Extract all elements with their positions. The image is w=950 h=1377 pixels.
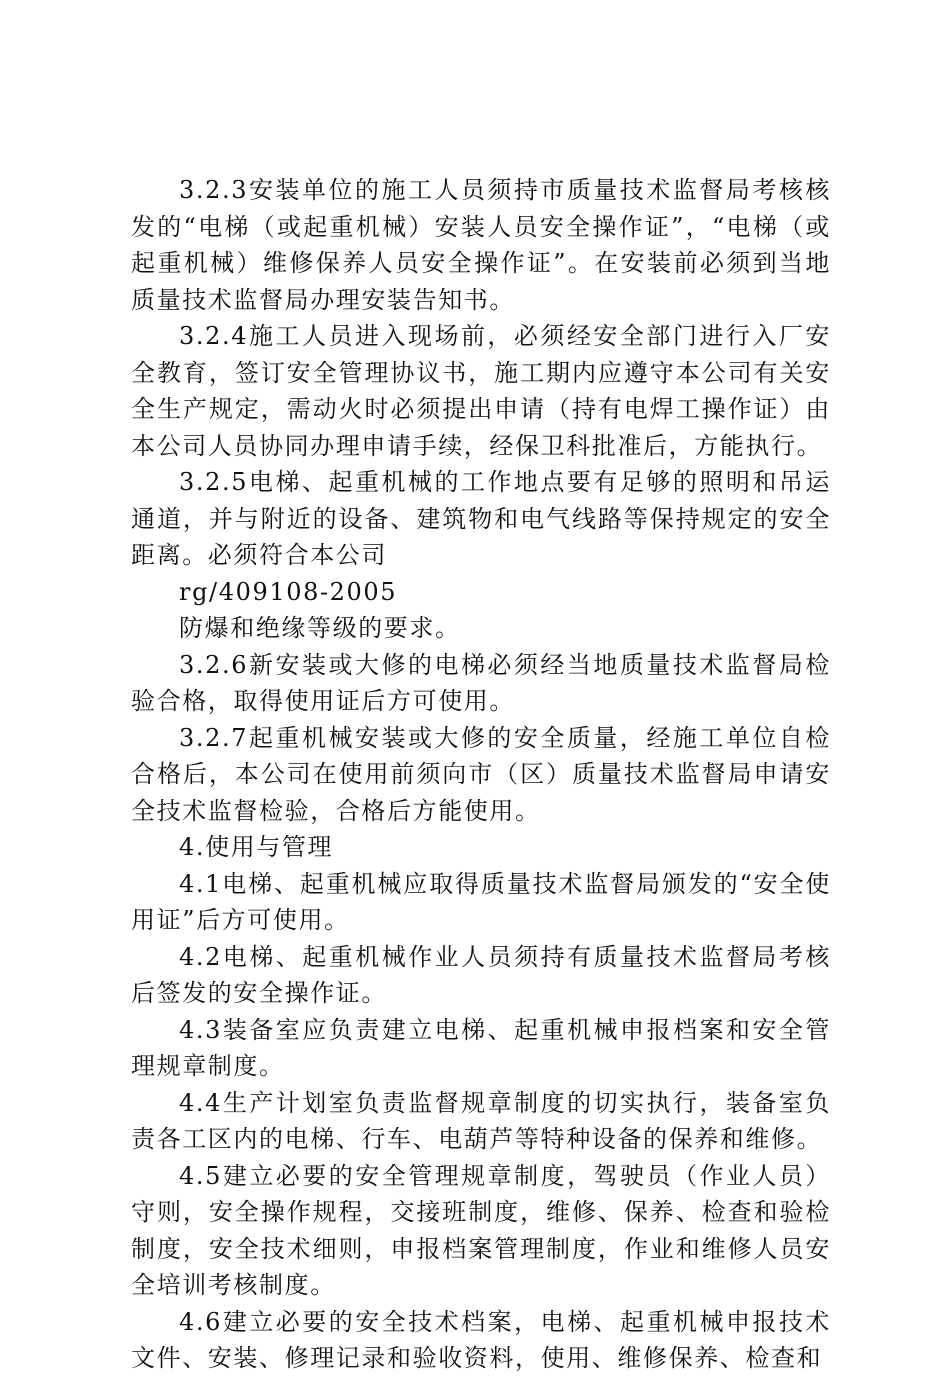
standard-reference-line: rg/409108-2005: [179, 577, 398, 606]
paragraph-continuation: 防爆和绝缘等级的要求。: [179, 614, 461, 642]
document-body: [131, 172, 831, 1377]
section-heading-4: 4.使用与管理: [179, 833, 334, 861]
paragraph-4-5: 4.5建立必要的安全管理规章制度，驾驶员（作业人员）守则，安全操作规程，交接班制度，维修、保养、检查和验检制度，安全技术细则，申报档案管理制度，作业和维修人员安全培训考核制度。: [131, 1161, 831, 1299]
paragraph-4-2: 4.2电梯、起重机械作业人员须持有质量技术监督局考核后签发的安全操作证。: [131, 942, 831, 1007]
paragraph-3-2-7: 3.2.7起重机械安装或大修的安全质量，经施工单位自检合格后，本公司在使用前须向市（区）质量技术监督局申请安全技术监督检验，合格后方能使用。: [131, 723, 831, 825]
paragraph-3-2-4: 3.2.4施工人员进入现场前，必须经安全部门进行入厂安全教育，签订安全管理协议书，施工期内应遵守本公司有关安全生产规定，需动火时必须提出申请（持有电焊工操作证）由本公司人员协同办理申请手续，经保卫科批准后，方能执行。: [131, 322, 831, 460]
paragraph-4-4: 4.4生产计划室负责监督规章制度的切实执行，装备室负责各工区内的电梯、行车、电葫芦等特种设备的保养和维修。: [131, 1088, 831, 1153]
paragraph-3-2-3: 3.2.3安装单位的施工人员须持市质量技术监督局考核核发的“电梯（或起重机械）安装人员安全操作证”，“电梯（或起重机械）维修保养人员安全操作证”。在安装前必须到当地质量技术监督局办理安装告知书。: [131, 176, 831, 314]
paragraph-4-6: 4.6建立必要的安全技术档案，电梯、起重机械申报技术文件、安装、修理记录和验收资料，使用、维修保养、检查和: [131, 1307, 831, 1372]
paragraph-4-3: 4.3装备室应负责建立电梯、起重机械申报档案和安全管理规章制度。: [131, 1015, 831, 1080]
paragraph-3-2-6: 3.2.6新安装或大修的电梯必须经当地质量技术监督局检验合格，取得使用证后方可使用。: [131, 650, 831, 715]
paragraph-3-2-5: 3.2.5电梯、起重机械的工作地点要有足够的照明和吊运通道，并与附近的设备、建筑物和电气线路等保持规定的安全距离。必须符合本公司: [131, 468, 831, 569]
paragraph-4-1: 4.1电梯、起重机械应取得质量技术监督局颁发的“安全使用证”后方可使用。: [131, 869, 831, 934]
